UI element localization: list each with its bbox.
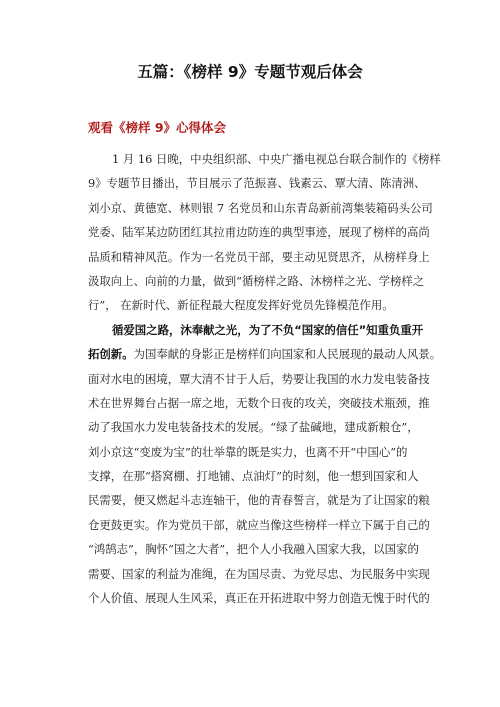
paragraph2-line: “鸿鹄志”，胸怀“国之大者”，把个人小我融入国家大我，以国家的	[88, 542, 419, 557]
paragraph2-line: 需要、国家的利益为准绳，在为国尽责、为党尽忠、为民服务中实现	[88, 566, 430, 581]
paragraph1-line: 刘小京、黄德宽、林则银 7 名党员和山东青岛新前湾集装箱码头公司	[88, 200, 433, 215]
paragraph1-line: 汲取向上、向前的力量，做到“循榜样之路、沐榜样之光、学榜样之	[88, 273, 425, 288]
paragraph2-line	[88, 342, 442, 366]
document-title: 五篇：《榜样 9》专题节观后体会	[137, 63, 363, 81]
paragraph2-line: 个人价值、展现人生风采，真正在开拓进取中努力创造无愧于时代的	[88, 591, 430, 606]
paragraph2-line: 动了我国水力发电装备技术的发展。“绿了盐碱地，建成新粮仓”，	[88, 420, 419, 435]
paragraph1-line: 1 月 16 日晚，中央组织部、中央广播电视总台联合制作的《榜样	[112, 152, 441, 166]
paragraph2-line: 面对水电的困境，覃大清不甘于人后，势要让我国的水力发电装备技	[88, 371, 430, 386]
paragraph2-line: 仓更鼓更实。作为党员干部，就应当像这些榜样一样立下属于自己的	[88, 517, 430, 532]
paragraph2-heading-end: 拓创新。	[88, 347, 134, 362]
paragraph2-line: 刘小京这“变废为宝”的壮举靠的既是实力，也离不开“中国心”的	[88, 444, 408, 459]
body-text	[88, 147, 442, 610]
paragraph2-line: 术在世界舞台占据一席之地，无数个日夜的攻关，突破技术瓶颈，推	[88, 395, 430, 410]
paragraph1-line: 行”， 在新时代、新征程最大程度发挥好党员先锋模范作用。	[88, 298, 394, 313]
paragraph2-line-rest: 为国奉献的身影正是榜样们向国家和人民展现的最动人风景。	[133, 347, 442, 362]
paragraph1-line: 党委、陆军某边防团红其拉甫边防连的典型事迹，展现了榜样的高尚	[88, 225, 430, 240]
paragraph2-line: 民需要，便又燃起斗志连轴干，他的青春誓言，就是为了让国家的粮	[88, 493, 430, 508]
paragraph1-line: 品质和精神风范。作为一名党员干部，要主动见贤思齐，从榜样身上	[88, 249, 430, 264]
paragraph1-line: 9》专题节目播出，节目展示了范振喜、钱素云、覃大清、陈清洲、	[88, 176, 426, 191]
paragraph2-heading-line: 循爱国之路，沐奉献之光，为了不负“国家的信任”知重负重开	[112, 322, 424, 337]
section-heading: 观看《榜样 9》心得体会	[88, 120, 227, 135]
paragraph2-line: 支撑，在那“搭窝棚、打地铺、点油灯”的时刻，他一想到国家和人	[88, 469, 419, 484]
